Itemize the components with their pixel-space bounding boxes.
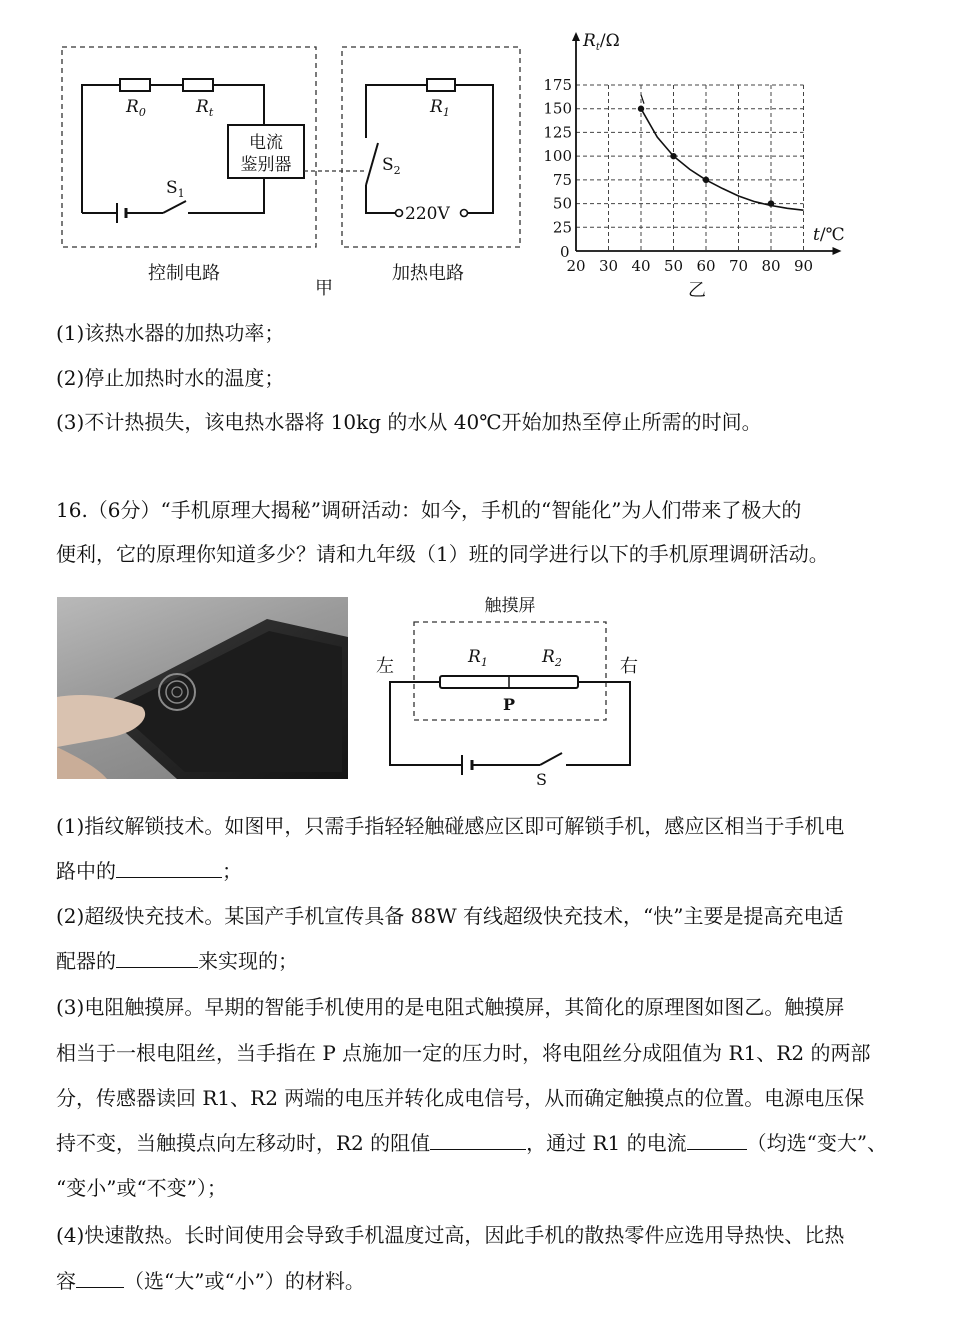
q16-p3-line1: (3)电阻触摸屏。早期的智能手机使用的是电阻式触摸屏，其简化的原理图如图乙。触摸屏 bbox=[56, 995, 845, 1019]
answer-blank-5[interactable] bbox=[76, 1269, 124, 1288]
resistor-rt bbox=[183, 79, 213, 91]
x-tick-label: 60 bbox=[696, 257, 716, 275]
phone-photo-drawing bbox=[57, 597, 348, 779]
label-r1-touch: $R_1$ bbox=[468, 647, 488, 669]
q16-p1-line1: (1)指纹解锁技术。如图甲，只需手指轻轻触碰感应区即可解锁手机，感应区相当于手机电 bbox=[56, 814, 845, 838]
label-p: P bbox=[502, 695, 516, 714]
q16-p3-line4 bbox=[56, 1130, 887, 1156]
q16-intro-1: 16.（6分）“手机原理大揭秘”调研活动：如今，手机的“智能化”为人们带来了极大的 bbox=[56, 498, 802, 522]
y-tick-label: 125 bbox=[543, 123, 572, 142]
figure-jia-circuits bbox=[0, 0, 540, 310]
q15-part2: (2)停止加热时水的温度； bbox=[56, 366, 285, 390]
data-point bbox=[670, 153, 676, 159]
resistor-r0 bbox=[120, 79, 150, 91]
label-left: 左 bbox=[376, 656, 394, 677]
label-rt: $R_t$ bbox=[196, 97, 214, 119]
terminal-right bbox=[461, 210, 468, 217]
y-tick-label: 75 bbox=[552, 170, 572, 189]
q16-p2-line1: (2)超级快充技术。某国产手机宣传具备 88W 有线超级快充技术，“快”主要是提高充电适 bbox=[56, 904, 844, 928]
resistance-curve bbox=[641, 109, 804, 211]
chart-xlabel: t/℃ bbox=[813, 225, 845, 245]
touchscreen-circuit bbox=[370, 590, 650, 790]
x-tick-label: 50 bbox=[663, 257, 684, 275]
answer-blank-4[interactable] bbox=[687, 1131, 747, 1150]
chart-origin: 0 bbox=[560, 243, 570, 261]
caption-control-circuit: 控制电路 bbox=[148, 263, 220, 284]
answer-blank-1[interactable] bbox=[116, 859, 222, 878]
q16-p4-line1: (4)快速散热。长时间使用会导致手机温度过高，因此手机的散热零件应选用导热快、比热 bbox=[56, 1223, 845, 1247]
x-tick-label: 40 bbox=[631, 257, 651, 275]
label-s1: $S_1$ bbox=[166, 178, 185, 200]
monitor-label-2: 鉴别器 bbox=[240, 155, 292, 175]
chart-grid bbox=[576, 85, 804, 251]
q16-p3-line5: “变小”或“不变”）； bbox=[56, 1176, 227, 1200]
x-tick-label: 80 bbox=[761, 257, 781, 275]
q16-p3-line3: 分，传感器读回 R1、R2 两端的电压并转化成电信号，从而确定触摸点的位置。电源电压保 bbox=[56, 1086, 865, 1110]
monitor-label-1: 电流 bbox=[249, 133, 283, 153]
label-s2: $S_2$ bbox=[382, 155, 401, 177]
terminal-left bbox=[396, 210, 403, 217]
label-right: 右 bbox=[620, 656, 638, 677]
resistor-r1-heating bbox=[427, 79, 455, 91]
label-s: S bbox=[536, 770, 547, 789]
x-tick-label: 90 bbox=[793, 257, 814, 275]
y-tick-label: 25 bbox=[552, 218, 572, 237]
data-point bbox=[703, 177, 709, 183]
q16-p1-text-a: 路中的 bbox=[56, 859, 116, 883]
fingerprint-phone-photo bbox=[57, 597, 348, 779]
q16-p2-line2 bbox=[56, 948, 298, 974]
chart-ticks bbox=[543, 76, 813, 275]
q16-p3-text-c: （均选“变大”、 bbox=[746, 1131, 888, 1155]
caption-yi: 乙 bbox=[688, 280, 706, 301]
chart-axes bbox=[572, 32, 842, 255]
y-tick-label: 175 bbox=[543, 76, 572, 94]
q16-p4-text-a: 容 bbox=[56, 1269, 76, 1293]
q16-intro-2: 便利，它的原理你知道多少？请和九年级（1）班的同学进行以下的手机原理调研活动。 bbox=[56, 542, 829, 566]
label-r2-touch: $R_2$ bbox=[542, 647, 562, 669]
y-tick-label: 100 bbox=[543, 147, 572, 166]
q16-p1-line2 bbox=[56, 858, 242, 884]
q15-part1: (1)该热水器的加热功率； bbox=[56, 321, 285, 345]
data-point bbox=[768, 200, 774, 206]
data-point bbox=[638, 106, 644, 112]
x-axis-arrow bbox=[833, 247, 842, 255]
q16-p4-line2 bbox=[56, 1268, 365, 1294]
q16-p3-text-a: 持不变，当触摸点向左移动时，R2 的阻值 bbox=[56, 1131, 431, 1155]
caption-heating-circuit: 加热电路 bbox=[392, 263, 464, 284]
x-tick-label: 30 bbox=[598, 257, 619, 275]
q16-p2-text-a: 配器的 bbox=[56, 949, 116, 973]
label-r1-heating: $R_1$ bbox=[430, 97, 450, 119]
switch-s1 bbox=[163, 201, 186, 213]
q16-p2-text-b: 来实现的； bbox=[198, 949, 298, 973]
y-tick-label: 50 bbox=[552, 194, 572, 213]
q16-p1-text-b: ； bbox=[222, 859, 242, 883]
q16-p4-text-b: （选“大”或“小”）的材料。 bbox=[124, 1269, 365, 1293]
figure-yi-chart bbox=[540, 20, 870, 310]
caption-jia: 甲 bbox=[315, 278, 333, 299]
x-tick-label: 20 bbox=[566, 257, 586, 275]
q15-part3: (3)不计热损失，该电热水器将 10kg 的水从 40℃开始加热至停止所需的时间。 bbox=[56, 410, 762, 434]
answer-blank-2[interactable] bbox=[116, 949, 198, 968]
q16-p3-line2: 相当于一根电阻丝，当手指在 P 点施加一定的压力时，将电阻丝分成阻值为 R1、R2 的两部 bbox=[56, 1041, 871, 1065]
y-tick-label: 150 bbox=[543, 99, 572, 118]
answer-blank-3[interactable] bbox=[430, 1131, 526, 1150]
label-220v: 220V bbox=[405, 204, 450, 224]
y-axis-arrow bbox=[572, 32, 580, 41]
q16-p3-text-b: ，通过 R1 的电流 bbox=[526, 1131, 687, 1155]
touchscreen-title: 触摸屏 bbox=[484, 596, 536, 616]
chart-ylabel: $R_t/\Omega$ bbox=[583, 31, 620, 53]
switch-s2 bbox=[366, 143, 378, 185]
switch-s bbox=[540, 753, 562, 765]
hand-palm bbox=[57, 747, 107, 779]
x-tick-label: 70 bbox=[728, 257, 749, 275]
label-r0: $R_0$ bbox=[126, 97, 146, 119]
